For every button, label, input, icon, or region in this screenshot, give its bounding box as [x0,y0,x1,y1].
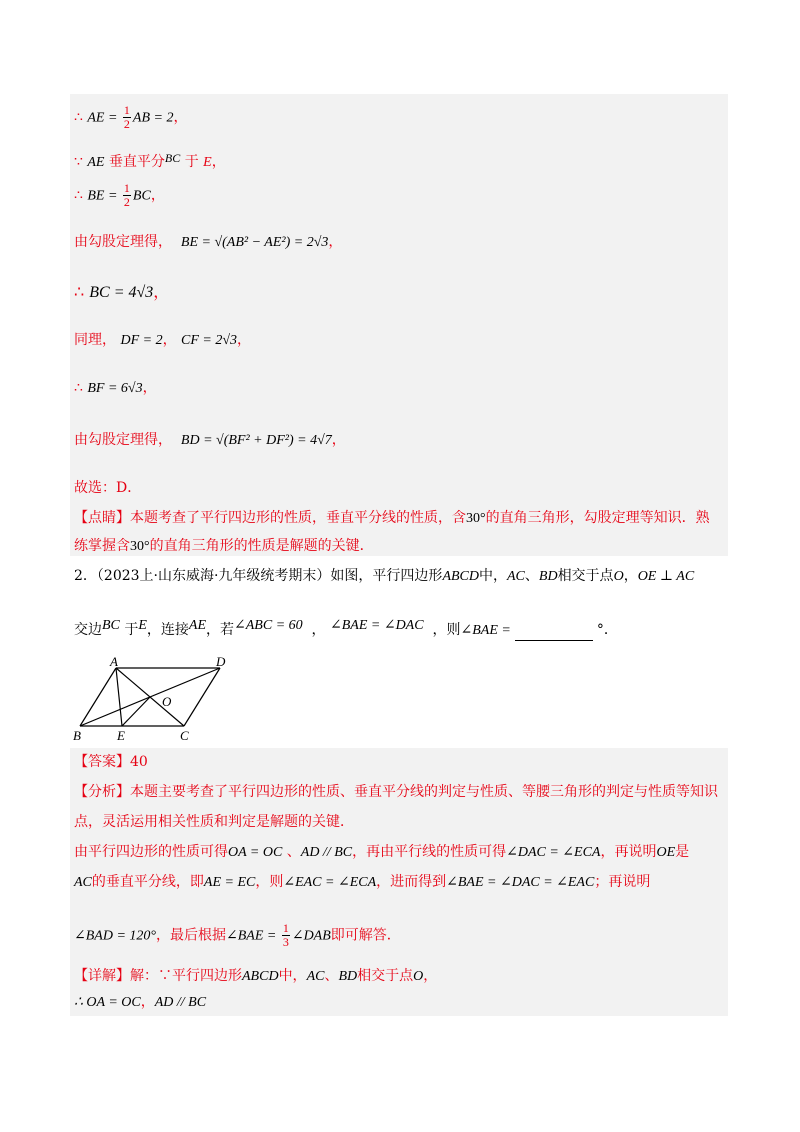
answer-blank [515,626,593,641]
solution-line-be: ∴ BE = $\frac{1}{2}$ BC， [74,181,165,209]
analysis-line-5: ∠BAD = 120°，最后根据∠BAE = $\frac{1}{3}$ ∠DAB即可解答． [74,921,401,949]
label-b: B [73,728,81,742]
label-c: C [180,728,189,742]
problem-2-line-1: 2．（2023上·山东威海·九年级统考期末）如图，平行四边形ABCD中，AC、BD相交于点O，OE ⊥ AC [74,568,695,584]
detail-line-1: 【详解】解：∵平行四边形ABCD中，AC、BD相交于点O， [74,968,438,984]
edge-ba [80,668,116,726]
edge-dc [184,668,220,726]
label-a: A [110,656,118,669]
answer-line: 【答案】40 [74,754,148,770]
segment-ae [116,668,122,726]
analysis-line-3: 由平行四边形的性质可得OA = OC 、AD // BC，再由平行线的性质可得∠DAC = ∠ECA，再说明OE是 [74,844,690,860]
label-o: O [162,694,172,709]
parallelogram-figure [72,656,232,742]
solution-line-bf: ∴ BF = 6√3， [74,380,157,396]
solution-line-df-cf: 同理， DF = 2， CF = 2√3， [74,332,252,348]
solution-line-pythagoras-be: 由勾股定理得， BE = √(AB² − AE²) = 2√3， [74,234,343,250]
solution-tip-line-2: 练掌握含30°的直角三角形的性质是解题的关键． [74,538,374,554]
solution-line-pythagoras-bd: 由勾股定理得， BD = √(BF² + DF²) = 4√7， [74,432,346,448]
label-d: D [216,656,226,669]
label-e: E [117,728,125,742]
analysis-line-2: 点，灵活运用相关性质和判定是解题的关键． [74,814,354,830]
solution-tip-line-1: 【点睛】本题考查了平行四边形的性质，垂直平分线的性质，含30°的直角三角形，勾股定理等知识．熟 [74,510,710,526]
analysis-line-4: AC的垂直平分线，即AE = EC，则∠EAC = ∠ECA，进而得到∠BAE = ∠DAC = ∠EAC；再说明 [74,874,651,890]
solution-line-bc: ∴ BC = 4√3， [74,282,170,301]
analysis-line-1: 【分析】本题主要考查了平行四边形的性质、垂直平分线的判定与性质、等腰三角形的判定与性质等知识 [74,784,718,800]
fraction-third: $\frac{1}{3}$ [282,921,289,949]
fraction-half: $\frac{1}{2}$ [123,103,130,131]
problem-2-line-2: 交边BC 于E，连接AE，若∠ABC = 60 ， ∠BAE = ∠DAC ，则∠BAE = °． [74,616,618,641]
solution-line-perpendicular: ∵ AE 垂直平分BC 于 E， [74,151,226,170]
detail-line-2: ∴ OA = OC，AD // BC [74,994,207,1010]
solution-line-choice: 故选：D． [74,480,142,496]
solution-line-ae: ∴ AE = $\frac{1}{2}$ AB = 2， [74,103,188,131]
fraction-half: $\frac{1}{2}$ [123,181,130,209]
segment-eo [122,697,150,726]
